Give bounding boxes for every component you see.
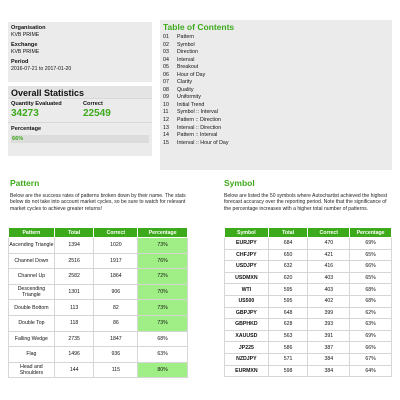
- table-row: [225, 249, 392, 261]
- total-cell: 571: [268, 353, 308, 365]
- correct-cell: 421: [308, 249, 350, 261]
- pattern-header-total: Total: [54, 228, 94, 238]
- total-cell: 2735: [54, 331, 94, 347]
- total-cell: 586: [268, 342, 308, 354]
- percentage-cell: 68%: [350, 295, 392, 307]
- toc-item-number: 10: [163, 101, 169, 108]
- correct-cell: 384: [308, 365, 350, 377]
- percentage-cell: 63%: [350, 319, 392, 331]
- percentage-cell: 80%: [138, 362, 188, 378]
- percentage-cell: 76%: [138, 253, 188, 269]
- correct-cell: 387: [308, 342, 350, 354]
- toc-item[interactable]: [163, 34, 389, 42]
- correct-cell: 403: [308, 272, 350, 284]
- table-row: [9, 347, 188, 363]
- symbol-header-percentage: Percentage: [350, 228, 392, 238]
- percentage-value: 66%: [11, 135, 149, 143]
- correct-cell: 906: [94, 284, 138, 300]
- symbol-name-cell: EURMXN: [225, 365, 269, 377]
- correct-cell: 1917: [94, 253, 138, 269]
- exchange-label: Exchange: [11, 42, 38, 48]
- percentage-cell: 73%: [138, 300, 188, 316]
- correct-cell: 1020: [94, 238, 138, 254]
- toc-item-number: 08: [163, 86, 169, 93]
- pattern-name-cell: Ascending Triangle: [9, 238, 55, 254]
- correct-cell: 393: [308, 319, 350, 331]
- symbol-header-symbol: Symbol: [225, 228, 269, 238]
- percentage-cell: 69%: [350, 330, 392, 342]
- pattern-name-cell: Double Bottom: [9, 300, 55, 316]
- toc-item[interactable]: [163, 64, 389, 72]
- toc-item-number: 03: [163, 49, 169, 56]
- total-cell: 684: [268, 238, 308, 250]
- correct-cell: 399: [308, 307, 350, 319]
- toc-item-label: Clarity: [177, 79, 193, 86]
- table-row: [9, 315, 188, 331]
- correct-cell: 403: [308, 284, 350, 296]
- pattern-name-cell: Flag: [9, 347, 55, 363]
- pattern-header-correct: Correct: [94, 228, 138, 238]
- correct-cell: 86: [94, 315, 138, 331]
- correct-cell: 384: [308, 353, 350, 365]
- pattern-name-cell: Head and Shoulders: [9, 362, 55, 378]
- percentage-label: Percentage: [11, 126, 42, 132]
- symbol-section-title: Symbol: [224, 178, 255, 188]
- toc-item-label: Hour of Day: [177, 71, 206, 78]
- pattern-section-title: Pattern: [10, 178, 40, 188]
- toc-item-label: Pattern :: Interval: [177, 132, 218, 139]
- total-cell: 595: [268, 295, 308, 307]
- table-row: [9, 269, 188, 285]
- toc-item-label: Symbol :: Interval: [177, 109, 218, 116]
- toc-item-label: Interval :: Hour of Day: [177, 139, 229, 146]
- table-row: [9, 362, 188, 378]
- symbol-name-cell: EURJPY: [225, 238, 269, 250]
- percentage-cell: 69%: [350, 238, 392, 250]
- symbol-name-cell: CHFJPY: [225, 249, 269, 261]
- toc-item[interactable]: [163, 109, 389, 117]
- total-cell: 144: [54, 362, 94, 378]
- overall-statistics-panel: [8, 86, 152, 156]
- table-row: [225, 319, 392, 331]
- organisation-value: KVB PRIME: [11, 32, 40, 38]
- table-row: [225, 238, 392, 250]
- quantity-evaluated-value: 34273: [11, 108, 39, 119]
- total-cell: 648: [268, 307, 308, 319]
- period-label: Period: [11, 59, 29, 65]
- total-cell: 118: [54, 315, 94, 331]
- total-cell: 2582: [54, 269, 94, 285]
- percentage-cell: 65%: [350, 249, 392, 261]
- table-of-contents: [160, 20, 392, 170]
- table-row: [225, 272, 392, 284]
- symbol-name-cell: GBPJPY: [225, 307, 269, 319]
- quantity-evaluated: [8, 99, 80, 122]
- toc-item[interactable]: [163, 87, 389, 95]
- toc-item-label: Uniformity: [177, 94, 201, 101]
- toc-item[interactable]: [163, 117, 389, 125]
- pattern-header-percentage: Percentage: [138, 228, 188, 238]
- correct-cell: 391: [308, 330, 350, 342]
- symbol-name-cell: US500: [225, 295, 269, 307]
- correct-count: [80, 99, 152, 122]
- pattern-name-cell: Channel Down: [9, 253, 55, 269]
- total-cell: 650: [268, 249, 308, 261]
- total-cell: 595: [268, 284, 308, 296]
- correct-cell: 402: [308, 295, 350, 307]
- percentage-cell: 64%: [350, 365, 392, 377]
- correct-cell: 470: [308, 238, 350, 250]
- toc-item-label: Quality: [177, 86, 194, 93]
- correct-label: Correct: [83, 101, 103, 107]
- pattern-name-cell: Falling Wedge: [9, 331, 55, 347]
- symbol-header-total: Total: [268, 228, 308, 238]
- toc-item-number: 15: [163, 139, 169, 146]
- total-cell: 1394: [54, 238, 94, 254]
- percentage-cell: 73%: [138, 238, 188, 254]
- toc-item[interactable]: [163, 72, 389, 80]
- table-row: [225, 342, 392, 354]
- toc-item-number: 02: [163, 41, 169, 48]
- symbol-name-cell: GBPHKD: [225, 319, 269, 331]
- percentage-cell: 63%: [138, 347, 188, 363]
- toc-item[interactable]: [163, 102, 389, 110]
- toc-item-number: 09: [163, 94, 169, 101]
- toc-item-number: 13: [163, 124, 169, 131]
- toc-item[interactable]: [163, 125, 389, 133]
- symbol-name-cell: NZDJPY: [225, 353, 269, 365]
- table-row: [225, 365, 392, 377]
- correct-value: 22549: [83, 108, 111, 119]
- total-cell: 1301: [54, 284, 94, 300]
- total-cell: 113: [54, 300, 94, 316]
- report-info-panel: [8, 22, 152, 82]
- total-cell: 1496: [54, 347, 94, 363]
- total-cell: 563: [268, 330, 308, 342]
- overall-statistics-title: Overall Statistics: [8, 86, 152, 99]
- toc-item-label: Breakout: [177, 64, 199, 71]
- exchange-value: KVB PRIME: [11, 49, 40, 55]
- table-row: [225, 307, 392, 319]
- toc-title: Table of Contents: [163, 22, 235, 32]
- symbol-name-cell: JP225: [225, 342, 269, 354]
- organisation-label: Organisation: [11, 25, 46, 31]
- percentage-cell: 66%: [350, 342, 392, 354]
- toc-list: [163, 34, 389, 147]
- table-row: [225, 353, 392, 365]
- toc-item-number: 14: [163, 132, 169, 139]
- toc-item[interactable]: [163, 140, 389, 148]
- toc-item-number: 11: [163, 109, 169, 116]
- percentage-cell: 68%: [350, 284, 392, 296]
- correct-cell: 416: [308, 261, 350, 273]
- table-row: [9, 331, 188, 347]
- table-row: [9, 238, 188, 254]
- quantity-evaluated-label: Quantity Evaluated: [11, 101, 62, 107]
- toc-item-label: Initial Trend: [177, 101, 205, 108]
- percentage-cell: 70%: [138, 284, 188, 300]
- table-row: [9, 253, 188, 269]
- symbol-header-correct: Correct: [308, 228, 350, 238]
- symbol-description: Below are listed the 50 symbols where Autochartist achieved the highest forecast accuracy over the reporting period. Note that the significance of the percentage increases with a higher total number of patterns.: [224, 193, 388, 212]
- period-value: 2016-07-21 to 2017-01-20: [11, 66, 72, 72]
- toc-item-number: 05: [163, 64, 169, 71]
- toc-item-label: Interval :: Direction: [177, 124, 222, 131]
- pattern-name-cell: Double Top: [9, 315, 55, 331]
- percentage-cell: 72%: [138, 269, 188, 285]
- toc-item-label: Pattern :: Direction: [177, 117, 221, 124]
- toc-item[interactable]: [163, 94, 389, 102]
- toc-item-label: Symbol: [177, 41, 195, 48]
- table-row: [225, 284, 392, 296]
- percentage-cell: 73%: [138, 315, 188, 331]
- toc-item-label: Interval: [177, 56, 195, 63]
- pattern-header-pattern: Pattern: [9, 228, 55, 238]
- symbol-name-cell: USDJPY: [225, 261, 269, 273]
- total-cell: 620: [268, 272, 308, 284]
- correct-cell: 936: [94, 347, 138, 363]
- total-cell: 632: [268, 261, 308, 273]
- toc-item[interactable]: [163, 57, 389, 65]
- toc-item[interactable]: [163, 42, 389, 50]
- overall-percentage: [8, 122, 152, 145]
- table-row: [225, 261, 392, 273]
- percentage-cell: 62%: [350, 307, 392, 319]
- toc-item[interactable]: [163, 79, 389, 87]
- correct-cell: 1864: [94, 269, 138, 285]
- table-row: [225, 295, 392, 307]
- symbol-name-cell: XAUUSD: [225, 330, 269, 342]
- toc-item[interactable]: [163, 132, 389, 140]
- percentage-cell: 66%: [350, 261, 392, 273]
- toc-item-label: Pattern: [177, 34, 195, 40]
- table-row: [225, 330, 392, 342]
- toc-item-number: 06: [163, 71, 169, 78]
- pattern-description: Below are the success rates of patterns broken down by their name. The stats below do not take into account market cycles, so be sure to watch for relevant market cycles to achieve greater returns!: [10, 193, 186, 212]
- correct-cell: 1847: [94, 331, 138, 347]
- symbol-name-cell: WTI: [225, 284, 269, 296]
- total-cell: 628: [268, 319, 308, 331]
- correct-cell: 115: [94, 362, 138, 378]
- total-cell: 2516: [54, 253, 94, 269]
- table-row: [9, 300, 188, 316]
- symbol-table: [224, 227, 392, 377]
- pattern-name-cell: Channel Up: [9, 269, 55, 285]
- symbol-name-cell: USDMXN: [225, 272, 269, 284]
- toc-item-label: Direction: [177, 49, 198, 56]
- table-row: [9, 284, 188, 300]
- percentage-cell: 67%: [350, 353, 392, 365]
- correct-cell: 82: [94, 300, 138, 316]
- toc-item[interactable]: [163, 49, 389, 57]
- toc-item-number: 07: [163, 79, 169, 86]
- toc-item-number: 12: [163, 117, 169, 124]
- toc-item-number: 04: [163, 56, 169, 63]
- pattern-table: [8, 227, 188, 378]
- toc-item-number: 01: [163, 34, 169, 40]
- percentage-cell: 68%: [138, 331, 188, 347]
- percentage-cell: 65%: [350, 272, 392, 284]
- pattern-name-cell: Descending Triangle: [9, 284, 55, 300]
- total-cell: 598: [268, 365, 308, 377]
